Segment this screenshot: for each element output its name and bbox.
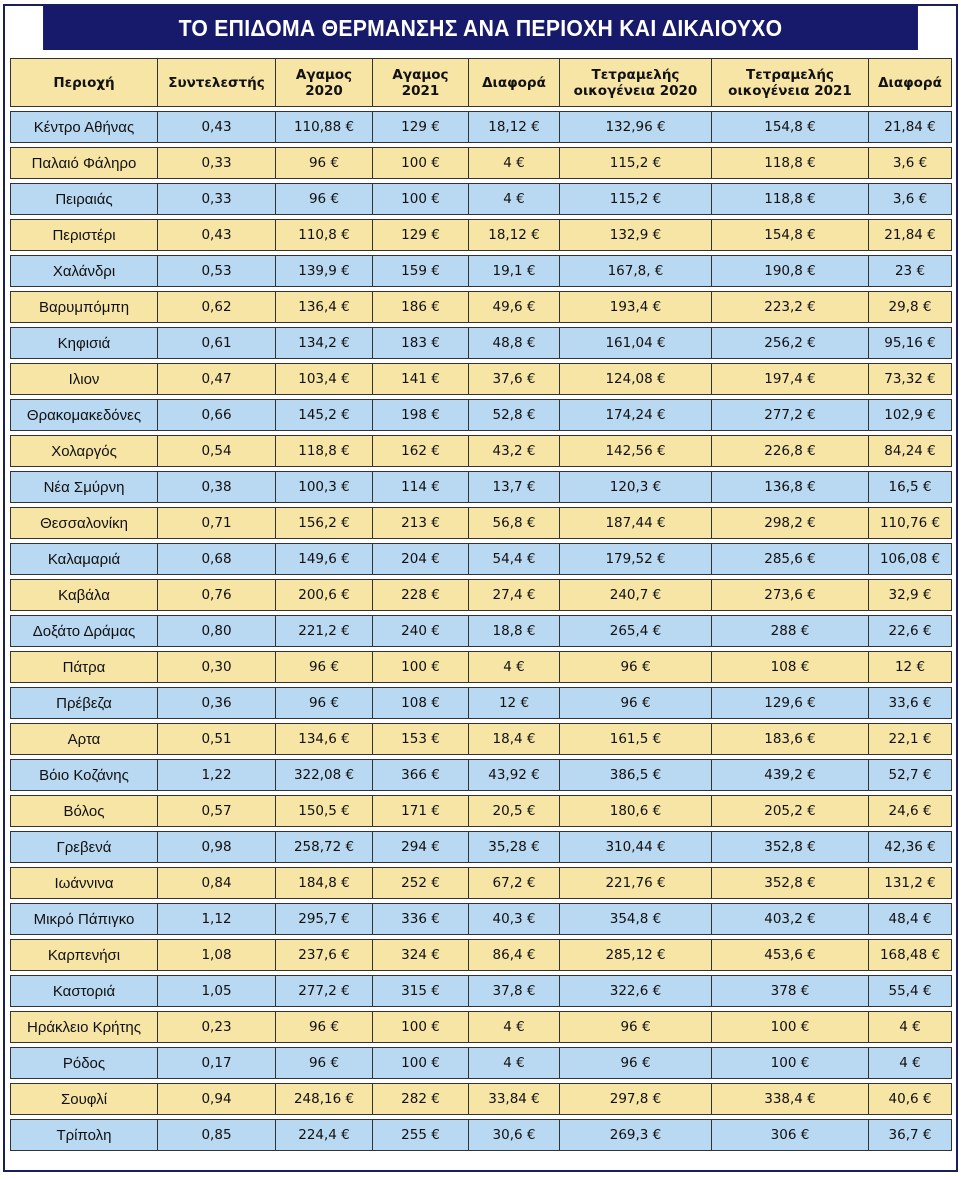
table-row [10,219,952,251]
cell-family-2021: 288 € [711,615,868,647]
table-row [10,435,952,467]
cell-family-2020: 120,3 € [559,471,711,503]
table-row [10,399,952,431]
cell-region: Πρέβεζα [10,687,157,719]
cell-difference-single: 67,2 € [468,867,559,899]
cell-family-2021: 118,8 € [711,147,868,179]
table-row [10,471,952,503]
cell-family-2021: 183,6 € [711,723,868,755]
cell-family-2020: 161,5 € [559,723,711,755]
cell-difference-single: 37,8 € [468,975,559,1007]
cell-coefficient: 0,38 [157,471,275,503]
cell-single-2020: 156,2 € [275,507,372,539]
cell-single-2020: 96 € [275,183,372,215]
cell-family-2021: 256,2 € [711,327,868,359]
table-row [10,1119,952,1151]
cell-difference-family: 22,6 € [868,615,952,647]
cell-difference-family: 168,48 € [868,939,952,971]
cell-difference-single: 18,4 € [468,723,559,755]
cell-difference-family: 84,24 € [868,435,952,467]
cell-family-2020: 115,2 € [559,183,711,215]
cell-family-2020: 124,08 € [559,363,711,395]
cell-single-2020: 200,6 € [275,579,372,611]
cell-single-2021: 108 € [372,687,468,719]
cell-coefficient: 1,22 [157,759,275,791]
cell-difference-single: 49,6 € [468,291,559,323]
cell-single-2020: 145,2 € [275,399,372,431]
cell-coefficient: 0,33 [157,183,275,215]
cell-single-2021: 198 € [372,399,468,431]
cell-single-2020: 322,08 € [275,759,372,791]
cell-coefficient: 0,62 [157,291,275,323]
header-single-2020: Αγαμος 2020 [275,58,372,107]
cell-difference-single: 18,12 € [468,219,559,251]
cell-single-2020: 224,4 € [275,1119,372,1151]
table-frame [3,4,958,1172]
cell-family-2020: 386,5 € [559,759,711,791]
cell-region: Δοξάτο Δράμας [10,615,157,647]
cell-coefficient: 0,66 [157,399,275,431]
cell-single-2020: 103,4 € [275,363,372,395]
heating-allowance-table [10,54,952,1155]
cell-single-2021: 183 € [372,327,468,359]
cell-region: Γρεβενά [10,831,157,863]
cell-family-2021: 205,2 € [711,795,868,827]
cell-family-2020: 180,6 € [559,795,711,827]
cell-coefficient: 0,68 [157,543,275,575]
table-row [10,615,952,647]
table-row [10,975,952,1007]
cell-difference-single: 54,4 € [468,543,559,575]
cell-difference-family: 29,8 € [868,291,952,323]
cell-coefficient: 0,36 [157,687,275,719]
cell-single-2021: 141 € [372,363,468,395]
cell-single-2021: 129 € [372,219,468,251]
cell-region: Καβάλα [10,579,157,611]
table-row [10,543,952,575]
cell-single-2020: 96 € [275,1047,372,1079]
cell-region: Χαλάνδρι [10,255,157,287]
cell-difference-family: 73,32 € [868,363,952,395]
cell-difference-single: 40,3 € [468,903,559,935]
cell-coefficient: 0,85 [157,1119,275,1151]
cell-family-2021: 136,8 € [711,471,868,503]
cell-family-2020: 269,3 € [559,1119,711,1151]
cell-family-2021: 118,8 € [711,183,868,215]
table-row [10,1083,952,1115]
cell-region: Καστοριά [10,975,157,1007]
table-row [10,327,952,359]
cell-difference-single: 4 € [468,183,559,215]
cell-single-2020: 96 € [275,687,372,719]
cell-region: Κηφισιά [10,327,157,359]
cell-difference-family: 21,84 € [868,111,952,143]
cell-single-2020: 277,2 € [275,975,372,1007]
cell-single-2020: 258,72 € [275,831,372,863]
cell-region: Ηράκλειο Κρήτης [10,1011,157,1043]
cell-single-2020: 149,6 € [275,543,372,575]
cell-coefficient: 0,17 [157,1047,275,1079]
cell-difference-single: 18,12 € [468,111,559,143]
cell-difference-single: 86,4 € [468,939,559,971]
cell-single-2021: 159 € [372,255,468,287]
header-family-2020: Τετραμελής οικογένεια 2020 [559,58,711,107]
cell-single-2020: 110,8 € [275,219,372,251]
table-row [10,183,952,215]
cell-difference-family: 4 € [868,1011,952,1043]
cell-difference-family: 42,36 € [868,831,952,863]
table-row [10,939,952,971]
cell-single-2021: 186 € [372,291,468,323]
cell-single-2021: 213 € [372,507,468,539]
cell-single-2020: 110,88 € [275,111,372,143]
cell-family-2020: 167,8, € [559,255,711,287]
cell-family-2020: 240,7 € [559,579,711,611]
table-row [10,147,952,179]
cell-family-2020: 221,76 € [559,867,711,899]
cell-coefficient: 1,12 [157,903,275,935]
cell-difference-single: 52,8 € [468,399,559,431]
cell-region: Ιωάννινα [10,867,157,899]
cell-difference-family: 106,08 € [868,543,952,575]
cell-family-2020: 161,04 € [559,327,711,359]
cell-family-2020: 354,8 € [559,903,711,935]
cell-family-2021: 277,2 € [711,399,868,431]
cell-region: Παλαιό Φάληρο [10,147,157,179]
cell-single-2021: 255 € [372,1119,468,1151]
cell-family-2021: 108 € [711,651,868,683]
cell-difference-single: 43,2 € [468,435,559,467]
cell-single-2021: 171 € [372,795,468,827]
table-row [10,363,952,395]
page-title: ΤΟ ΕΠΙΔΟΜΑ ΘΕΡΜΑΝΣΗΣ ΑΝΑ ΠΕΡΙΟΧΗ ΚΑΙ ΔΙΚΑΙΟΥΧΟ [43,6,918,50]
cell-single-2020: 96 € [275,1011,372,1043]
cell-family-2020: 132,96 € [559,111,711,143]
table-row [10,687,952,719]
cell-difference-single: 12 € [468,687,559,719]
cell-family-2021: 100 € [711,1047,868,1079]
cell-region: Τρίπολη [10,1119,157,1151]
cell-family-2020: 96 € [559,687,711,719]
cell-family-2021: 223,2 € [711,291,868,323]
cell-difference-family: 110,76 € [868,507,952,539]
table-row [10,255,952,287]
cell-family-2020: 142,56 € [559,435,711,467]
table-row [10,291,952,323]
cell-single-2020: 134,2 € [275,327,372,359]
cell-single-2021: 366 € [372,759,468,791]
cell-difference-family: 3,6 € [868,183,952,215]
cell-coefficient: 0,33 [157,147,275,179]
cell-difference-family: 52,7 € [868,759,952,791]
cell-region: Πειραιάς [10,183,157,215]
cell-difference-single: 4 € [468,1047,559,1079]
cell-family-2020: 96 € [559,1011,711,1043]
cell-single-2021: 114 € [372,471,468,503]
cell-difference-family: 32,9 € [868,579,952,611]
cell-difference-family: 55,4 € [868,975,952,1007]
cell-family-2021: 338,4 € [711,1083,868,1115]
cell-difference-single: 30,6 € [468,1119,559,1151]
cell-family-2020: 265,4 € [559,615,711,647]
table-row [10,111,952,143]
cell-single-2020: 100,3 € [275,471,372,503]
cell-single-2020: 237,6 € [275,939,372,971]
table-row [10,507,952,539]
cell-family-2020: 285,12 € [559,939,711,971]
cell-single-2021: 336 € [372,903,468,935]
cell-difference-family: 4 € [868,1047,952,1079]
cell-family-2021: 453,6 € [711,939,868,971]
cell-region: Θρακομακεδόνες [10,399,157,431]
cell-family-2021: 306 € [711,1119,868,1151]
table-row [10,795,952,827]
cell-coefficient: 0,71 [157,507,275,539]
cell-coefficient: 0,51 [157,723,275,755]
cell-difference-single: 4 € [468,651,559,683]
cell-difference-family: 23 € [868,255,952,287]
cell-region: Κέντρο Αθήνας [10,111,157,143]
cell-difference-family: 12 € [868,651,952,683]
cell-single-2021: 294 € [372,831,468,863]
table-header-row [10,58,952,107]
cell-family-2020: 193,4 € [559,291,711,323]
cell-single-2021: 153 € [372,723,468,755]
cell-coefficient: 0,94 [157,1083,275,1115]
cell-single-2021: 324 € [372,939,468,971]
cell-difference-family: 3,6 € [868,147,952,179]
cell-difference-single: 20,5 € [468,795,559,827]
cell-family-2021: 197,4 € [711,363,868,395]
cell-difference-family: 36,7 € [868,1119,952,1151]
cell-family-2020: 96 € [559,1047,711,1079]
cell-single-2020: 221,2 € [275,615,372,647]
cell-family-2021: 190,8 € [711,255,868,287]
cell-region: Περιστέρι [10,219,157,251]
cell-difference-family: 40,6 € [868,1083,952,1115]
cell-single-2021: 228 € [372,579,468,611]
cell-single-2020: 96 € [275,147,372,179]
cell-region: Καρπενήσι [10,939,157,971]
cell-coefficient: 0,76 [157,579,275,611]
header-difference-family: Διαφορά [868,58,952,107]
cell-family-2021: 154,8 € [711,111,868,143]
cell-coefficient: 0,98 [157,831,275,863]
table-row [10,831,952,863]
cell-single-2021: 240 € [372,615,468,647]
cell-difference-family: 48,4 € [868,903,952,935]
cell-coefficient: 1,05 [157,975,275,1007]
table-row [10,759,952,791]
cell-coefficient: 0,43 [157,111,275,143]
cell-coefficient: 0,84 [157,867,275,899]
cell-single-2021: 129 € [372,111,468,143]
cell-coefficient: 0,57 [157,795,275,827]
cell-difference-single: 35,28 € [468,831,559,863]
cell-single-2021: 204 € [372,543,468,575]
cell-family-2021: 129,6 € [711,687,868,719]
cell-single-2021: 282 € [372,1083,468,1115]
cell-family-2021: 378 € [711,975,868,1007]
cell-coefficient: 0,47 [157,363,275,395]
cell-single-2020: 139,9 € [275,255,372,287]
cell-family-2020: 96 € [559,651,711,683]
table-row [10,903,952,935]
cell-single-2020: 96 € [275,651,372,683]
cell-difference-single: 18,8 € [468,615,559,647]
cell-difference-single: 33,84 € [468,1083,559,1115]
cell-single-2021: 100 € [372,147,468,179]
cell-region: Σουφλί [10,1083,157,1115]
cell-single-2021: 315 € [372,975,468,1007]
cell-coefficient: 0,53 [157,255,275,287]
cell-family-2021: 154,8 € [711,219,868,251]
cell-coefficient: 0,54 [157,435,275,467]
cell-single-2021: 252 € [372,867,468,899]
cell-single-2020: 184,8 € [275,867,372,899]
table-row [10,1047,952,1079]
cell-difference-family: 24,6 € [868,795,952,827]
cell-single-2020: 136,4 € [275,291,372,323]
cell-family-2020: 310,44 € [559,831,711,863]
cell-family-2020: 132,9 € [559,219,711,251]
header-family-2021: Τετραμελής οικογένεια 2021 [711,58,868,107]
cell-family-2021: 298,2 € [711,507,868,539]
cell-region: Καλαμαριά [10,543,157,575]
cell-difference-single: 13,7 € [468,471,559,503]
cell-difference-family: 95,16 € [868,327,952,359]
cell-difference-single: 48,8 € [468,327,559,359]
cell-family-2020: 187,44 € [559,507,711,539]
cell-family-2021: 273,6 € [711,579,868,611]
cell-family-2021: 100 € [711,1011,868,1043]
cell-family-2021: 439,2 € [711,759,868,791]
cell-single-2020: 134,6 € [275,723,372,755]
cell-difference-family: 16,5 € [868,471,952,503]
cell-difference-single: 4 € [468,1011,559,1043]
cell-region: Ιλιον [10,363,157,395]
cell-single-2020: 295,7 € [275,903,372,935]
cell-family-2020: 179,52 € [559,543,711,575]
cell-difference-single: 43,92 € [468,759,559,791]
cell-coefficient: 0,23 [157,1011,275,1043]
cell-difference-single: 37,6 € [468,363,559,395]
cell-region: Βόλος [10,795,157,827]
cell-single-2020: 150,5 € [275,795,372,827]
header-single-2021: Αγαμος 2021 [372,58,468,107]
cell-region: Νέα Σμύρνη [10,471,157,503]
header-difference-single: Διαφορά [468,58,559,107]
cell-single-2021: 100 € [372,1047,468,1079]
cell-family-2020: 115,2 € [559,147,711,179]
cell-family-2021: 226,8 € [711,435,868,467]
table-row [10,867,952,899]
cell-difference-single: 27,4 € [468,579,559,611]
cell-single-2021: 162 € [372,435,468,467]
header-coefficient: Συντελεστής [157,58,275,107]
cell-family-2021: 352,8 € [711,831,868,863]
cell-difference-family: 131,2 € [868,867,952,899]
cell-family-2021: 403,2 € [711,903,868,935]
cell-family-2021: 352,8 € [711,867,868,899]
cell-single-2020: 118,8 € [275,435,372,467]
cell-family-2020: 174,24 € [559,399,711,431]
cell-coefficient: 0,30 [157,651,275,683]
cell-coefficient: 0,43 [157,219,275,251]
table-row [10,1011,952,1043]
cell-difference-family: 22,1 € [868,723,952,755]
cell-difference-single: 4 € [468,147,559,179]
cell-coefficient: 0,61 [157,327,275,359]
table-row [10,723,952,755]
cell-difference-family: 21,84 € [868,219,952,251]
cell-single-2021: 100 € [372,183,468,215]
table-row [10,651,952,683]
cell-region: Ρόδος [10,1047,157,1079]
cell-region: Βαρυμπόμπη [10,291,157,323]
cell-region: Θεσσαλονίκη [10,507,157,539]
cell-region: Μικρό Πάπιγκο [10,903,157,935]
cell-region: Χολαργός [10,435,157,467]
cell-region: Αρτα [10,723,157,755]
cell-region: Πάτρα [10,651,157,683]
cell-family-2020: 297,8 € [559,1083,711,1115]
cell-single-2021: 100 € [372,1011,468,1043]
header-region: Περιοχή [10,58,157,107]
cell-single-2021: 100 € [372,651,468,683]
cell-difference-single: 19,1 € [468,255,559,287]
cell-family-2020: 322,6 € [559,975,711,1007]
cell-difference-family: 102,9 € [868,399,952,431]
cell-region: Βόιο Κοζάνης [10,759,157,791]
cell-coefficient: 0,80 [157,615,275,647]
table-row [10,579,952,611]
cell-single-2020: 248,16 € [275,1083,372,1115]
cell-difference-single: 56,8 € [468,507,559,539]
cell-family-2021: 285,6 € [711,543,868,575]
cell-difference-family: 33,6 € [868,687,952,719]
cell-coefficient: 1,08 [157,939,275,971]
